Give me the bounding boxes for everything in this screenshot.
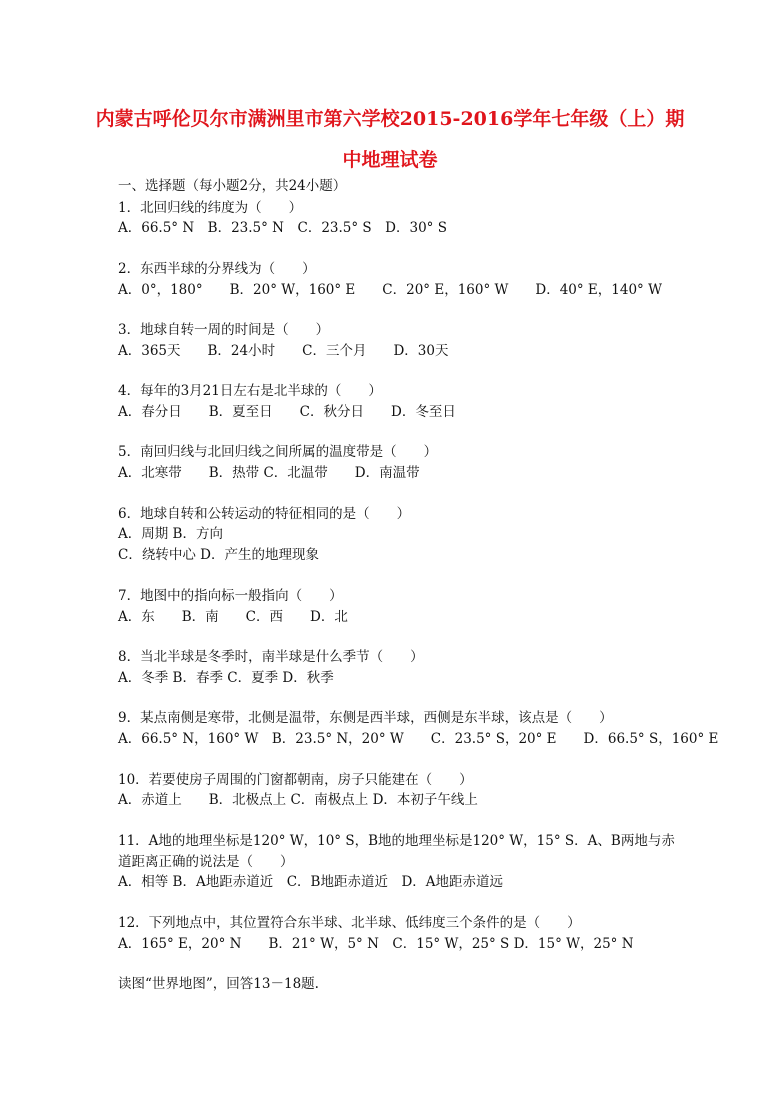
- question-2-options: A．0°，180° B．20° W，160° E C．20° E，160° W D．40° E，140° W: [118, 282, 662, 298]
- question-6-options-a: A．周期 B．方向: [118, 526, 223, 542]
- question-8-options: A．冬季 B．春季 C．夏季 D．秋季: [118, 670, 334, 686]
- question-6-stem: 6．地球自转和公转运动的特征相同的是（ ）: [118, 506, 411, 522]
- question-3-stem: 3．地球自转一周的时间是（ ）: [118, 322, 330, 338]
- question-3-options: A．365天 B．24小时 C．三个月 D．30天: [118, 343, 449, 359]
- title-line-1: 内蒙古呼伦贝尔市满洲里市第六学校2015-2016学年七年级（上）期: [95, 108, 685, 130]
- question-5-stem: 5．南回归线与北回归线之间所属的温度带是（ ）: [118, 444, 438, 460]
- question-10-options: A．赤道上 B．北极点上 C．南极点上 D．本初子午线上: [118, 792, 478, 808]
- question-9-options: A．66.5° N，160° W B．23.5° N，20° W C．23.5° S，20° E D．66.5° S，160° E: [118, 731, 719, 747]
- title-line-2: 中地理试卷: [342, 149, 438, 171]
- question-7-stem: 7．地图中的指向标一般指向（ ）: [118, 588, 343, 604]
- question-1-stem: 1．北回归线的纬度为（ ）: [118, 200, 303, 216]
- question-8-stem: 8．当北半球是冬季时，南半球是什么季节（ ）: [118, 649, 424, 665]
- question-9-stem: 9．某点南侧是寒带，北侧是温带，东侧是西半球，西侧是东半球，该点是（ ）: [118, 710, 613, 726]
- question-11-stem-cont: 道距离正确的说法是（ ）: [118, 854, 294, 870]
- question-6-options-b: C．绕转中心 D．产生的地理现象: [118, 547, 319, 563]
- map-reading-instruction: 读图“世界地图”，回答13－18题.: [118, 976, 319, 992]
- question-11-stem: 11．A地的地理坐标是120° W，10° S，B地的地理坐标是120° W，15° S．A、B两地与赤: [118, 833, 675, 849]
- question-4-options: A．春分日 B．夏至日 C．秋分日 D．冬至日: [118, 404, 456, 420]
- question-10-stem: 10．若要使房子周围的门窗都朝南，房子只能建在（ ）: [118, 772, 473, 788]
- question-5-options: A．北寒带 B．热带 C．北温带 D．南温带: [118, 465, 420, 481]
- question-2-stem: 2．东西半球的分界线为（ ）: [118, 261, 316, 277]
- question-11-options: A．相等 B．A地距赤道近 C．B地距赤道近 D．A地距赤道远: [118, 874, 504, 890]
- question-4-stem: 4．每年的3月21日左右是北半球的（ ）: [118, 383, 382, 399]
- section-heading: 一、选择题（每小题2分，共24小题）: [118, 178, 347, 194]
- question-12-options: A．165° E，20° N B．21° W，5° N C．15° W，25° S D．15° W，25° N: [118, 936, 634, 952]
- question-7-options: A．东 B．南 C．西 D．北: [118, 609, 348, 625]
- question-12-stem: 12．下列地点中，其位置符合东半球、北半球、低纬度三个条件的是（ ）: [118, 915, 581, 931]
- question-1-options: A．66.5° N B．23.5° N C．23.5° S D．30° S: [118, 220, 447, 236]
